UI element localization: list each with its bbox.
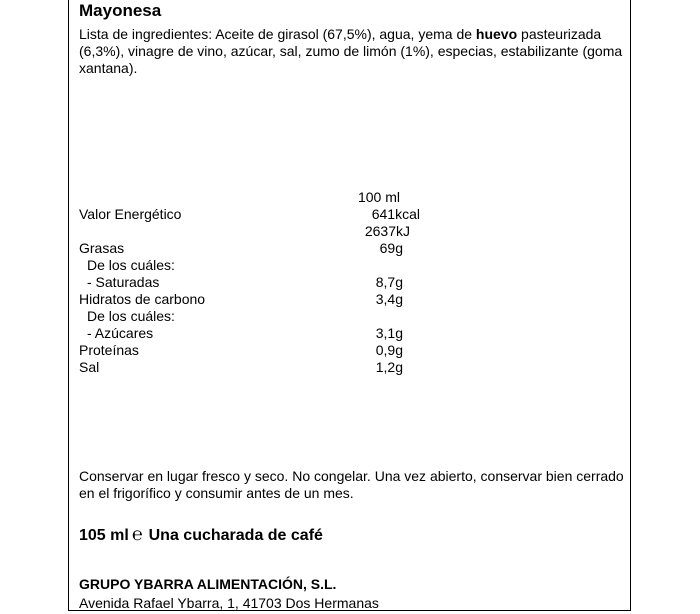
nutrition-row-label: Proteínas <box>79 342 139 358</box>
nutrition-row-value: 2637kJ <box>364 223 410 239</box>
portion-description: Una cucharada de café <box>148 527 323 544</box>
nutrition-row-label: Sal <box>79 359 100 375</box>
portion-line <box>79 524 323 545</box>
storage-instructions: Conservar en lugar fresco y seco. No congelar. Una vez abierto, conservar bien cerrado en el frigorífico y consumir antes de un mes. <box>79 468 624 501</box>
nutrition-row-label: Grasas <box>79 240 125 256</box>
nutrition-row-value: 69g <box>379 240 403 256</box>
estimated-sign-icon: ℮ <box>131 524 143 544</box>
nutrition-row-value: 1,2g <box>375 359 403 375</box>
ingredients-prefix: Lista de ingredientes: Aceite de girasol (67,5%), agua, yema de <box>79 26 476 42</box>
net-quantity: 105 ml <box>79 527 129 544</box>
company-name: GRUPO YBARRA ALIMENTACIÓN, S.L. <box>79 576 337 592</box>
product-title: Mayonesa <box>79 1 162 20</box>
nutrition-row-value: 0,9g <box>375 342 403 358</box>
nutrition-row-label: - Saturadas <box>87 274 160 290</box>
nutrition-per-header: 100 ml <box>357 189 400 205</box>
nutrition-row-label: - Azúcares <box>87 325 154 341</box>
nutrition-row-label: Valor Energético <box>79 206 182 222</box>
nutrition-row-value: 3,1g <box>375 325 403 341</box>
ingredients-list <box>79 26 624 77</box>
company-address: Avenida Rafael Ybarra, 1, 41703 Dos Hermanas <box>79 595 379 611</box>
nutrition-row-label: Hidratos de carbono <box>79 291 206 307</box>
nutrition-row-label: De los cuáles: <box>87 257 175 273</box>
nutrition-row-value: 641kcal <box>371 206 420 222</box>
nutrition-row-label: De los cuáles: <box>87 308 175 324</box>
ingredients-suffix: pasteurizada (6,3%), vinagre de vino, azúcar, sal, zumo de limón (1%), especias, estabilizante (goma xantana). <box>79 26 623 76</box>
nutrition-row-value: 3,4g <box>375 291 403 307</box>
nutrition-row-value: 8,7g <box>375 274 403 290</box>
allergen-highlight: huevo <box>475 26 518 42</box>
